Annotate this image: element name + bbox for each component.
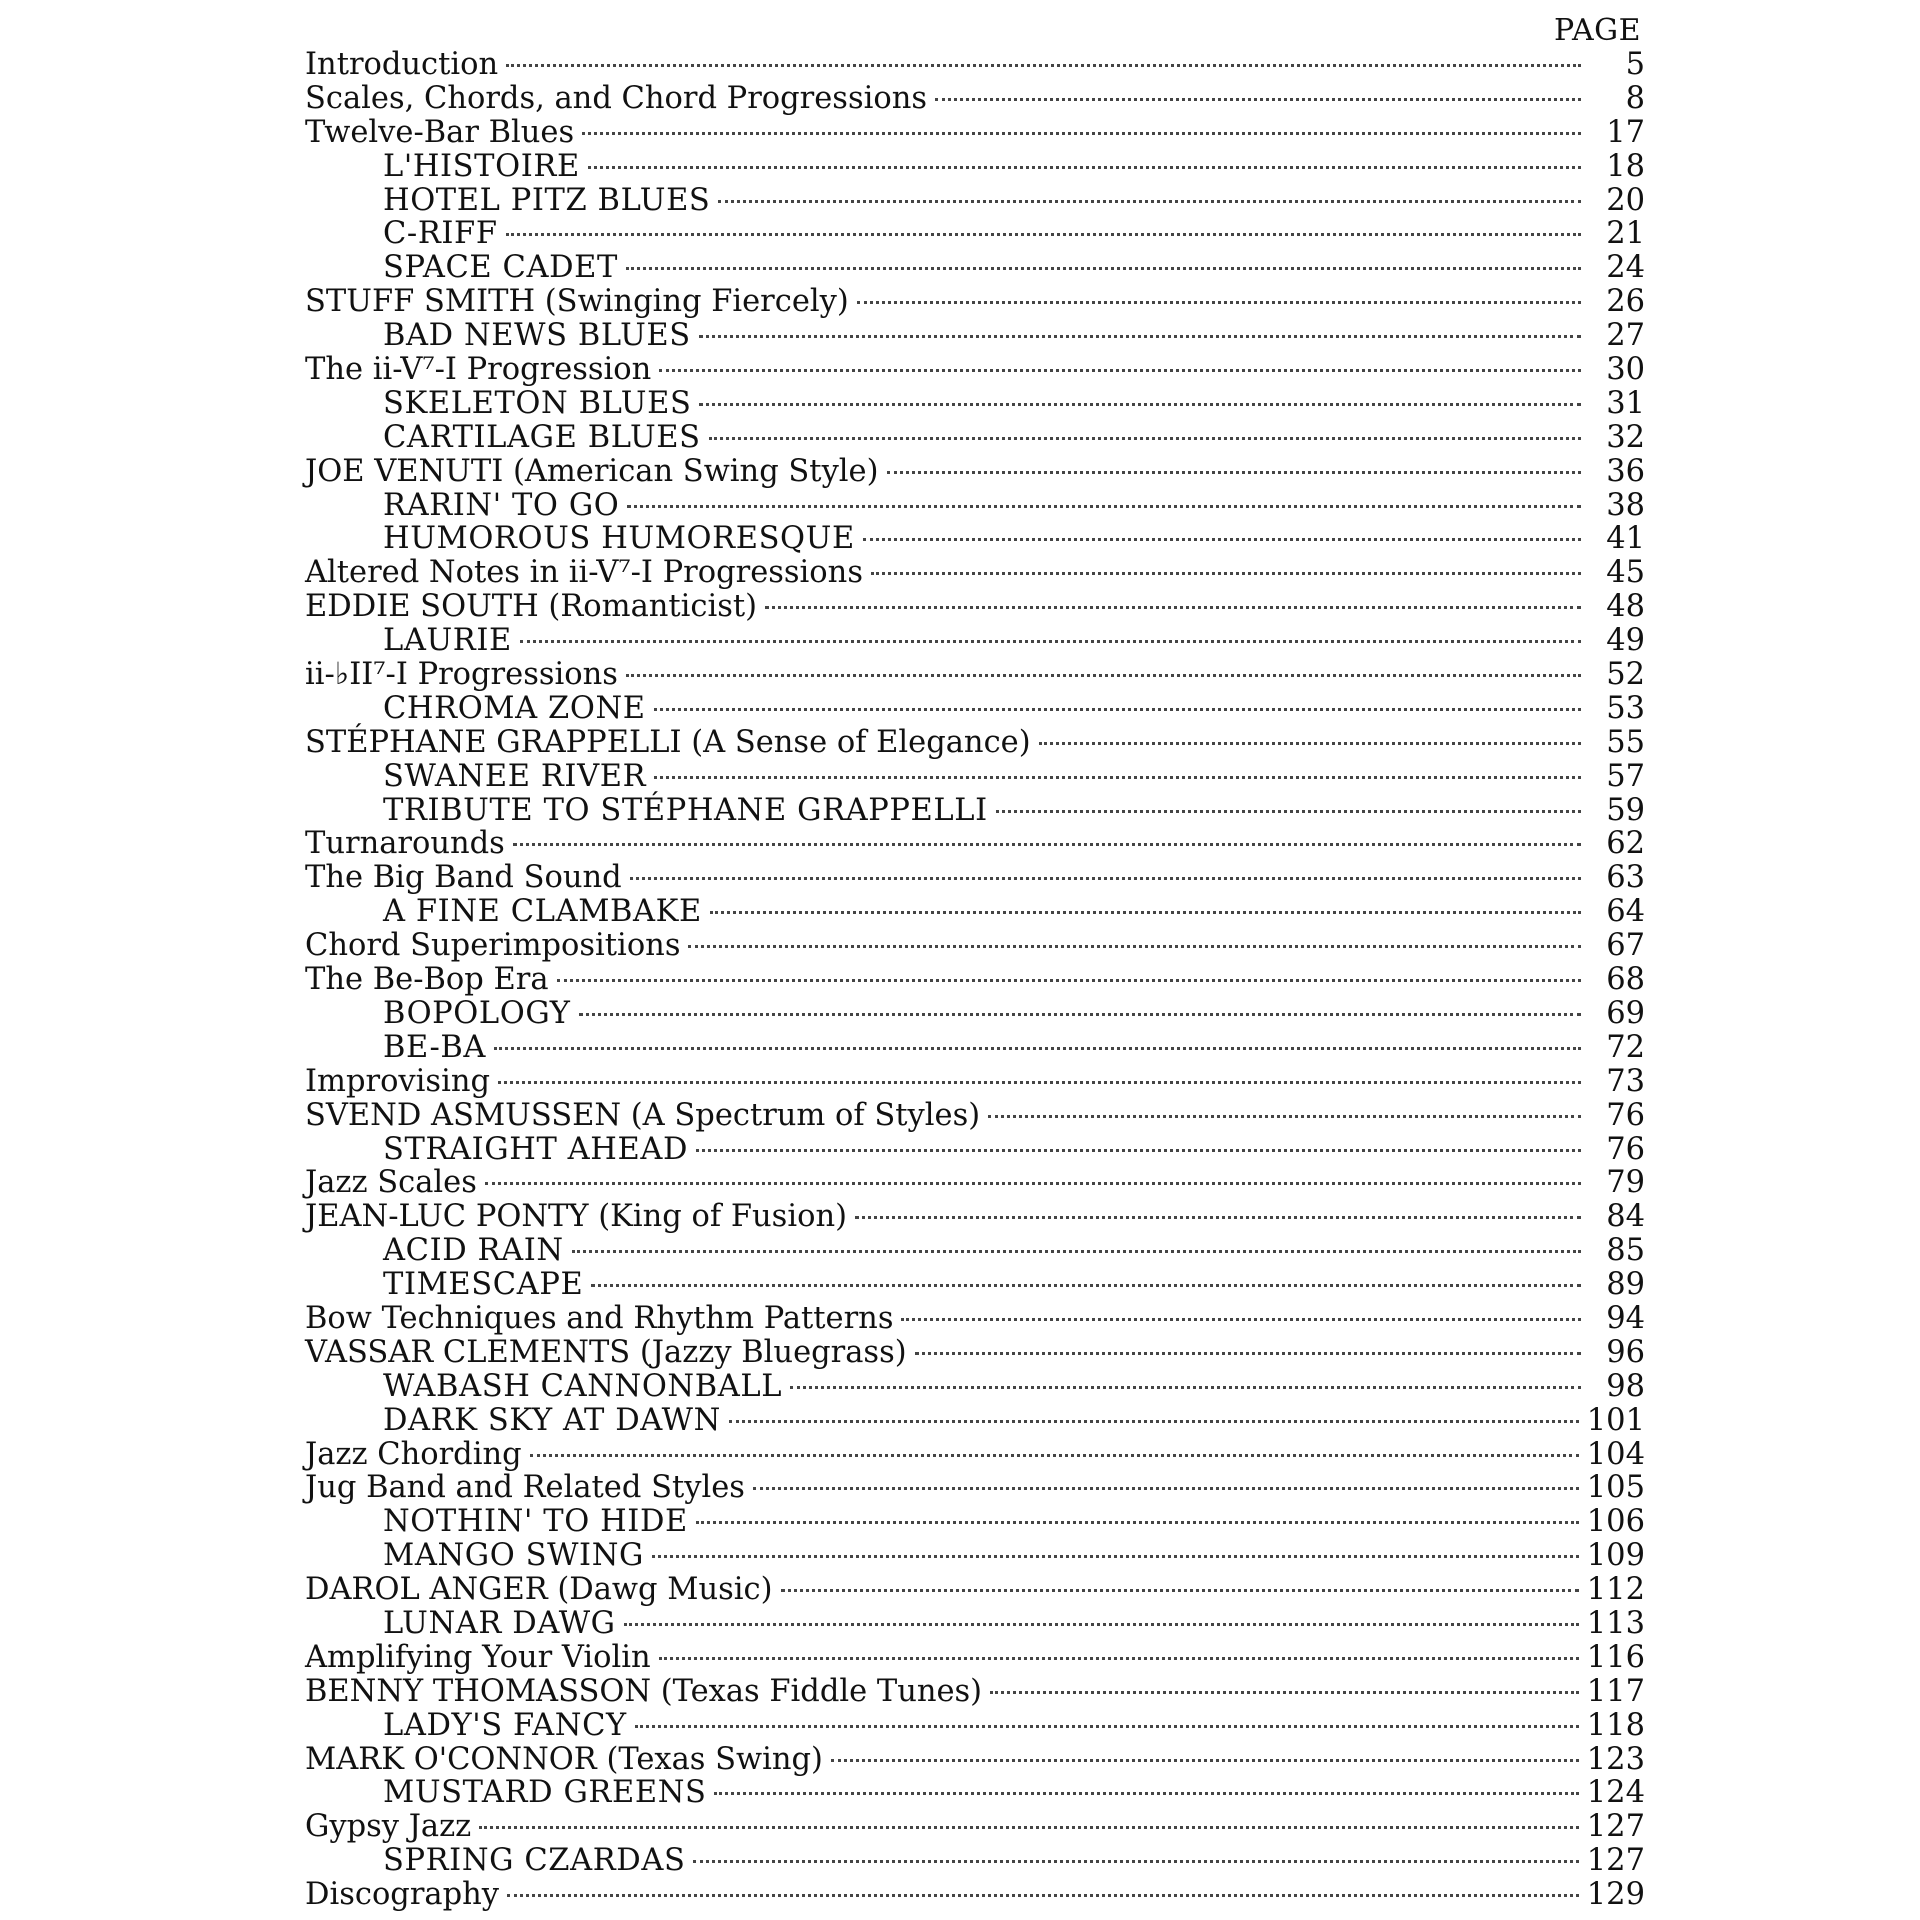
entry-title: Bow Techniques and Rhythm Patterns [305,1300,894,1336]
dot-leader [652,1555,1579,1558]
entry-page-number: 18 [1606,148,1645,184]
toc-subentry [305,489,1645,523]
toc-entry [305,48,1645,82]
dot-leader [709,437,1581,440]
entry-title: SPRING CZARDAS [383,1843,686,1879]
entry-title: LAURIE [383,623,512,659]
dot-leader [790,1386,1581,1389]
dot-leader [990,1691,1579,1694]
entry-page-number: 73 [1606,1063,1645,1099]
entry-page-number: 31 [1606,385,1645,421]
dot-leader [857,301,1581,304]
table-of-contents [305,14,1645,1912]
entry-page-number: 32 [1606,419,1645,455]
dot-leader [630,877,1581,880]
entry-page-number: 17 [1606,114,1645,150]
entry-title: JOE VENUTI (American Swing Style) [305,453,879,489]
entry-title: EDDIE SOUTH (Romanticist) [305,589,758,625]
entry-page-number: 45 [1606,555,1645,591]
entry-page-number: 89 [1606,1267,1645,1303]
entry-page-number: 5 [1625,47,1645,82]
entry-page-number: 30 [1606,352,1645,388]
toc-entry [305,1200,1645,1234]
entry-page-number: 112 [1586,1572,1645,1608]
entry-page-number: 63 [1606,860,1645,896]
dot-leader [654,708,1581,711]
entry-page-number: 24 [1606,250,1645,286]
toc-entry [305,1471,1645,1505]
entry-page-number: 109 [1586,1538,1645,1574]
toc-entry [305,556,1645,590]
toc-entry [305,658,1645,692]
toc-entry [305,1065,1645,1099]
dot-leader [530,1454,1579,1457]
entry-page-number: 96 [1606,1334,1645,1370]
toc-entry [305,963,1645,997]
entry-page-number: 59 [1606,792,1645,828]
entry-page-number: 76 [1606,1131,1645,1167]
entry-title: Chord Superimpositions [305,928,681,964]
dot-leader [591,1284,1581,1287]
entry-title: VASSAR CLEMENTS (Jazzy Bluegrass) [305,1334,907,1370]
dot-leader [887,471,1582,474]
entry-title: SKELETON BLUES [383,385,692,421]
entry-page-number: 72 [1606,1029,1645,1065]
entry-title: CHROMA ZONE [383,690,646,726]
entry-title: SPACE CADET [383,250,618,286]
entry-title: BE-BA [383,1029,486,1065]
entry-page-number: 124 [1586,1775,1645,1811]
dot-leader [494,1047,1581,1050]
toc-subentry [305,1539,1645,1573]
toc-entry [305,1336,1645,1370]
dot-leader [855,1216,1581,1219]
entry-page-number: 36 [1606,453,1645,489]
entry-page-number: 101 [1586,1402,1645,1438]
entry-title: L'HISTOIRE [383,148,580,184]
dot-leader [520,640,1581,643]
entry-title: Jug Band and Related Styles [305,1470,745,1506]
dot-leader [871,572,1581,575]
toc-subentry [305,624,1645,658]
entry-title: ACID RAIN [383,1233,564,1269]
toc-subentry [305,251,1645,285]
entry-page-number: 27 [1606,318,1645,354]
entry-title: A FINE CLAMBAKE [383,894,702,930]
entry-title: Jazz Scales [305,1165,477,1201]
entry-page-number: 57 [1606,758,1645,794]
toc-subentry [305,421,1645,455]
dot-leader [714,1792,1578,1795]
dot-leader [579,1013,1581,1016]
toc-subentry [305,1844,1645,1878]
entry-page-number: 49 [1606,623,1645,659]
dot-leader [507,1894,1579,1897]
toc-entry [305,1166,1645,1200]
dot-leader [863,538,1581,541]
toc-entry [305,1878,1645,1912]
entry-title: DAROL ANGER (Dawg Music) [305,1572,773,1608]
dot-leader [996,810,1581,813]
entry-page-number: 123 [1586,1741,1645,1777]
entry-title: LUNAR DAWG [383,1605,616,1641]
entry-title: The ii-V⁷-I Progression [305,352,652,388]
entry-title: CARTILAGE BLUES [383,419,701,455]
dot-leader [696,1149,1581,1152]
dot-leader [624,1623,1579,1626]
toc-entry [305,1641,1645,1675]
toc-list [305,48,1645,1912]
toc-subentry [305,1404,1645,1438]
entry-title: LADY'S FANCY [383,1707,627,1743]
entry-title: NOTHIN' TO HIDE [383,1504,688,1540]
dot-leader [557,979,1581,982]
entry-page-number: 106 [1586,1504,1645,1540]
entry-title: MUSTARD GREENS [383,1775,707,1811]
dot-leader [729,1420,1579,1423]
dot-leader [572,1250,1581,1253]
entry-page-number: 53 [1606,690,1645,726]
entry-title: HOTEL PITZ BLUES [383,182,711,218]
entry-title: BENNY THOMASSON (Texas Fiddle Tunes) [305,1673,983,1709]
entry-page-number: 84 [1606,1199,1645,1235]
dot-leader [753,1487,1579,1490]
toc-subentry [305,217,1645,251]
entry-title: STUFF SMITH (Swinging Fiercely) [305,284,849,320]
entry-page-number: 117 [1586,1673,1645,1709]
entry-page-number: 68 [1606,962,1645,998]
toc-entry [305,455,1645,489]
dot-leader [901,1318,1581,1321]
entry-page-number: 21 [1606,216,1645,252]
dot-leader [506,64,1581,67]
toc-subentry [305,1234,1645,1268]
dot-leader [988,1115,1581,1118]
toc-entry [305,1810,1645,1844]
dot-leader [626,267,1581,270]
entry-page-number: 41 [1606,521,1645,557]
entry-page-number: 8 [1625,80,1645,116]
toc-entry [305,116,1645,150]
toc-entry [305,353,1645,387]
toc-subentry [305,1370,1645,1404]
toc-entry [305,1099,1645,1133]
toc-entry [305,827,1645,861]
dot-leader [781,1589,1579,1592]
entry-page-number: 105 [1586,1470,1645,1506]
dot-leader [693,1860,1578,1863]
dot-leader [1039,742,1581,745]
entry-title: DARK SKY AT DAWN [383,1402,721,1438]
entry-page-number: 85 [1606,1233,1645,1269]
dot-leader [765,606,1581,609]
dot-leader [485,1182,1581,1185]
entry-page-number: 127 [1586,1809,1645,1845]
dot-leader [635,1725,1579,1728]
toc-subentry [305,895,1645,929]
entry-title: Discography [305,1877,499,1913]
entry-title: ii-♭II⁷-I Progressions [305,657,618,693]
toc-subentry [305,1505,1645,1539]
entry-title: MANGO SWING [383,1538,644,1574]
toc-subentry [305,692,1645,726]
dot-leader [654,776,1581,779]
toc-subentry [305,1133,1645,1167]
dot-leader [582,132,1581,135]
entry-title: Gypsy Jazz [305,1809,472,1845]
entry-title: Improvising [305,1063,490,1099]
dot-leader [699,335,1581,338]
dot-leader [688,945,1581,948]
toc-entry [305,726,1645,760]
dot-leader [659,1657,1579,1660]
entry-page-number: 69 [1606,995,1645,1031]
entry-page-number: 38 [1606,487,1645,523]
toc-subentry [305,184,1645,218]
dot-leader [627,505,1581,508]
toc-subentry [305,150,1645,184]
toc-subentry [305,1268,1645,1302]
dot-leader [699,403,1581,406]
entry-page-number: 26 [1606,284,1645,320]
toc-entry [305,1743,1645,1777]
toc-entry [305,929,1645,963]
entry-page-number: 94 [1606,1300,1645,1336]
entry-title: MARK O'CONNOR (Texas Swing) [305,1741,823,1777]
toc-subentry [305,1031,1645,1065]
entry-title: BOPOLOGY [383,995,571,1031]
toc-entry [305,861,1645,895]
entry-page-number: 52 [1606,657,1645,693]
dot-leader [659,369,1581,372]
toc-entry [305,82,1645,116]
entry-title: C-RIFF [383,216,498,252]
toc-entry [305,590,1645,624]
entry-title: SWANEE RIVER [383,758,647,794]
entry-page-number: 104 [1586,1436,1645,1472]
dot-leader [588,166,1581,169]
entry-title: JEAN-LUC PONTY (King of Fusion) [305,1199,847,1235]
entry-page-number: 76 [1606,1097,1645,1133]
toc-subentry [305,760,1645,794]
entry-title: SVEND ASMUSSEN (A Spectrum of Styles) [305,1097,981,1133]
entry-title: Twelve-Bar Blues [305,114,575,150]
entry-title: Altered Notes in ii-V⁷-I Progressions [305,555,863,591]
entry-page-number: 129 [1586,1877,1645,1913]
toc-subentry [305,997,1645,1031]
entry-title: Turnarounds [305,826,505,862]
entry-page-number: 116 [1586,1639,1645,1675]
toc-entry [305,1302,1645,1336]
entry-title: Jazz Chording [305,1436,522,1472]
entry-page-number: 118 [1586,1707,1645,1743]
toc-entry [305,1675,1645,1709]
toc-subentry [305,794,1645,828]
dot-leader [696,1521,1579,1524]
dot-leader [479,1826,1579,1829]
dot-leader [498,1081,1581,1084]
entry-title: Amplifying Your Violin [305,1639,651,1675]
entry-page-number: 48 [1606,589,1645,625]
toc-entry [305,1573,1645,1607]
entry-title: Introduction [305,47,499,82]
entry-page-number: 67 [1606,928,1645,964]
dot-leader [506,233,1581,236]
entry-page-number: 98 [1606,1368,1645,1404]
toc-subentry [305,1709,1645,1743]
entry-title: BAD NEWS BLUES [383,318,691,354]
entry-title: The Big Band Sound [305,860,622,896]
entry-title: RARIN' TO GO [383,487,620,523]
entry-page-number: 64 [1606,894,1645,930]
entry-title: STÉPHANE GRAPPELLI (A Sense of Elegance) [305,724,1031,760]
entry-title: HUMOROUS HUMORESQUE [383,521,855,557]
dot-leader [710,911,1581,914]
toc-subentry [305,319,1645,353]
page-column-header: PAGE [1554,13,1641,48]
dot-leader [935,98,1581,101]
entry-title: WABASH CANNONBALL [383,1368,783,1404]
entry-title: TRIBUTE TO STÉPHANE GRAPPELLI [383,792,988,828]
entry-page-number: 79 [1606,1165,1645,1201]
toc-subentry [305,522,1645,556]
dot-leader [626,674,1581,677]
entry-title: TIMESCAPE [383,1267,584,1303]
entry-page-number: 113 [1586,1605,1645,1641]
dot-leader [718,200,1581,203]
dot-leader [513,843,1581,846]
entry-title: STRAIGHT AHEAD [383,1131,689,1167]
toc-subentry [305,1776,1645,1810]
toc-entry [305,285,1645,319]
entry-title: The Be-Bop Era [305,962,549,998]
toc-subentry [305,387,1645,421]
dot-leader [831,1759,1579,1762]
toc-entry [305,1438,1645,1472]
dot-leader [915,1352,1581,1355]
entry-title: Scales, Chords, and Chord Progressions [305,80,928,116]
toc-subentry [305,1607,1645,1641]
entry-page-number: 20 [1606,182,1645,218]
entry-page-number: 127 [1586,1843,1645,1879]
entry-page-number: 55 [1606,724,1645,760]
entry-page-number: 62 [1606,826,1645,862]
